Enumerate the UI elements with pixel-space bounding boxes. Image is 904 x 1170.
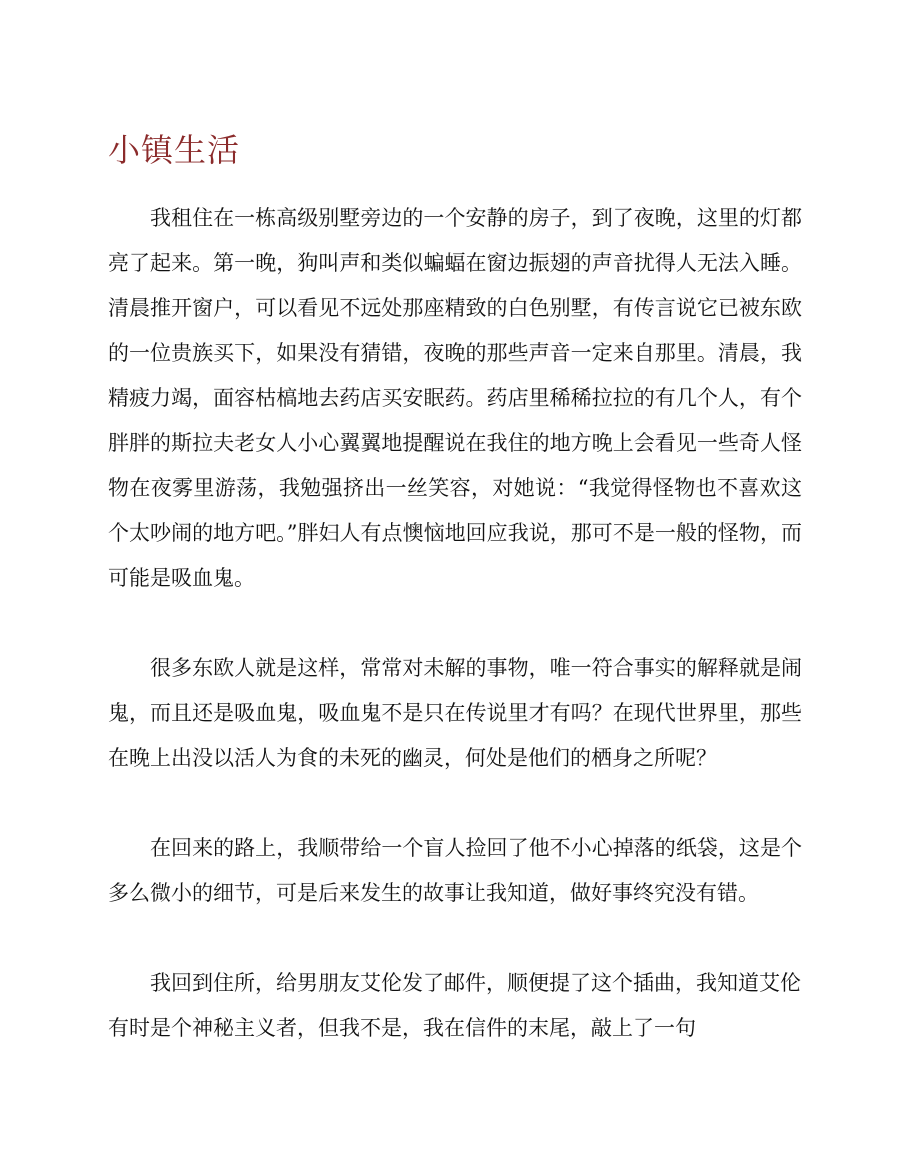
paragraph: 我回到住所，给男朋友艾伦发了邮件，顺便提了这个插曲，我知道艾伦有时是个神秘主义者，但我不是，我在信件的末尾，敲上了一句 bbox=[108, 971, 801, 1040]
paragraph: 在回来的路上，我顺带给一个盲人捡回了他不小心掉落的纸袋，这是个多么微小的细节，可是后来发生的故事让我知道，做好事终究没有错。 bbox=[108, 836, 802, 905]
document-body bbox=[108, 196, 802, 1051]
paragraph: 很多东欧人就是这样，常常对未解的事物，唯一符合事实的解释就是闹鬼，而且还是吸血鬼，吸血鬼不是只在传说里才有吗？在现代世界里，那些在晚上出没以活人为食的未死的幽灵，何处是他们的栖身之所呢？ bbox=[108, 656, 802, 770]
page-title: 小镇生活 bbox=[108, 131, 241, 169]
paragraph: 我租住在一栋高级别墅旁边的一个安静的房子，到了夜晚，这里的灯都亮了起来。第一晚，狗叫声和类似蝙蝠在窗边振翅的声音扰得人无法入睡。清晨推开窗户，可以看见不远处那座精致的白色别墅，有传言说它已被东欧的一位贵族买下，如果没有猜错，夜晚的那些声音一定来自那里。清晨，我精疲力竭，面容枯槁地去药店买安眠药。药店里稀稀拉拉的有几个人，有个胖胖的斯拉夫老女人小心翼翼地提醒说在我住的地方晚上会看见一些奇人怪物在夜雾里游荡，我勉强挤出一丝笑容，对她说：“我觉得怪物也不喜欢这个太吵闹的地方吧。”胖妇人有点懊恼地回应我说，那可不是一般的怪物，而可能是吸血鬼。 bbox=[108, 206, 802, 590]
